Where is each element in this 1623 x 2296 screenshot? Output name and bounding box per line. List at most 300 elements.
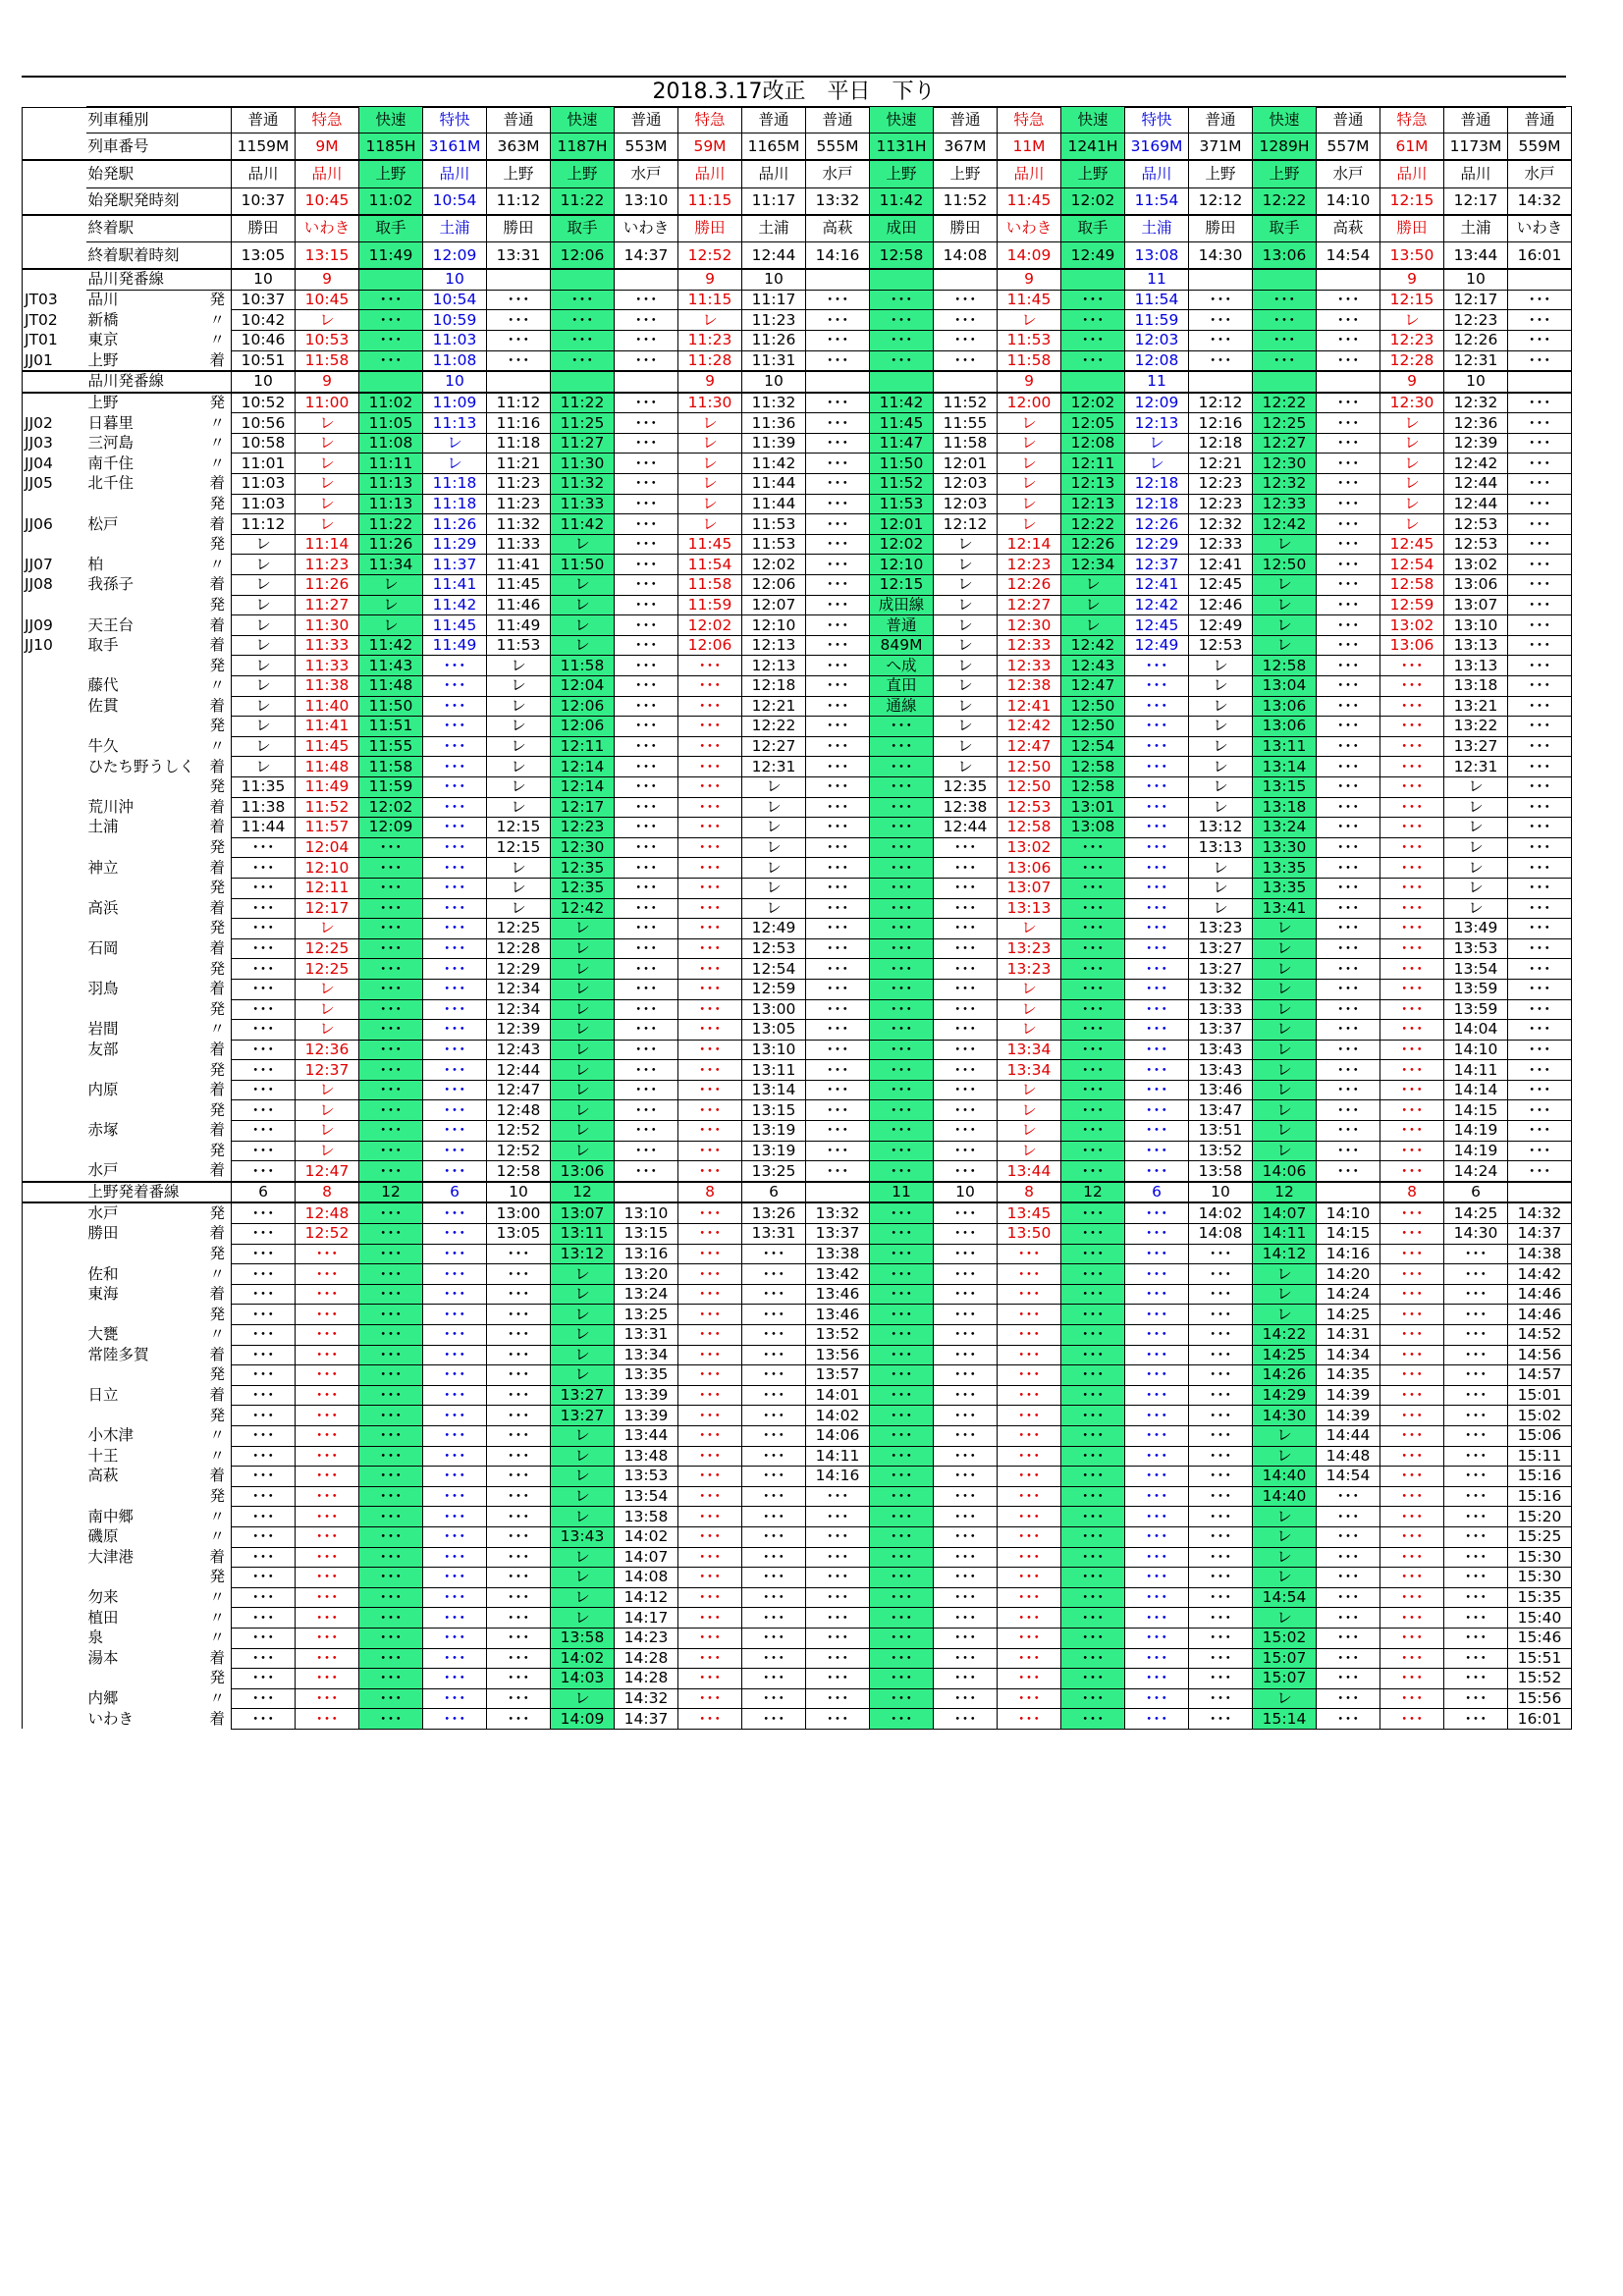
time-cell: レ	[1253, 615, 1317, 636]
origin-time-cell: 11:15	[678, 187, 742, 215]
time-cell: ･･･	[806, 575, 870, 596]
time-cell: ･･･	[742, 1425, 806, 1446]
time-cell: ･･･	[232, 1648, 296, 1669]
time-cell: ･･･	[934, 1244, 998, 1264]
time-cell: ･･･	[423, 1202, 487, 1223]
track-number-cell: 10	[742, 269, 806, 290]
track-number-cell: 12	[1061, 1182, 1125, 1203]
time-cell: ･･･	[359, 1709, 423, 1730]
time-cell: ･･･	[359, 1467, 423, 1487]
time-cell: レ	[551, 1325, 615, 1346]
time-cell: 11:23	[487, 474, 551, 495]
time-cell: ･･･	[1125, 656, 1189, 676]
time-cell: ･･･	[1508, 474, 1572, 495]
time-cell: 14:08	[615, 1568, 678, 1588]
time-cell: ･･･	[359, 1080, 423, 1100]
origin-time-cell: 11:45	[998, 187, 1061, 215]
time-cell: ･･･	[806, 1587, 870, 1608]
time-cell: へ成	[870, 656, 934, 676]
time-cell: ･･･	[806, 1507, 870, 1527]
station-code	[23, 656, 86, 676]
timetable	[22, 106, 1572, 1730]
track-number-row	[23, 371, 1572, 393]
time-cell: ･･･	[1380, 1507, 1444, 1527]
time-cell: ･･･	[232, 1040, 296, 1060]
time-cell: 13:37	[1189, 1020, 1253, 1041]
time-cell: 12:12	[934, 514, 998, 535]
time-cell: ･･･	[1317, 696, 1380, 717]
station-name: 大甕	[87, 1325, 119, 1344]
time-cell: 14:24	[1317, 1284, 1380, 1305]
time-cell: 13:45	[998, 1202, 1061, 1223]
time-cell: ･･･	[998, 1648, 1061, 1669]
time-cell: レ	[934, 717, 998, 737]
station-name: 十王	[87, 1446, 119, 1465]
time-cell: ･･･	[1125, 1628, 1189, 1648]
time-cell: ･･･	[615, 1100, 678, 1121]
time-cell: ･･･	[1380, 1365, 1444, 1386]
time-cell: ･･･	[934, 1486, 998, 1507]
time-cell: ･･･	[1125, 818, 1189, 838]
row-code	[23, 133, 86, 161]
time-cell: 12:50	[1253, 555, 1317, 575]
time-cell: ･･･	[1508, 534, 1572, 555]
arrive-depart-mark: 発	[204, 1202, 232, 1223]
time-cell: レ	[296, 979, 359, 999]
time-cell: 11:22	[359, 514, 423, 535]
time-cell: ･･･	[1189, 1486, 1253, 1507]
time-cell: ･･･	[870, 1547, 934, 1568]
time-cell: ･･･	[998, 1325, 1061, 1346]
time-cell: ･･･	[1125, 898, 1189, 919]
time-cell: ･･･	[678, 1080, 742, 1100]
time-cell: 12:05	[1061, 413, 1125, 434]
time-cell: 14:32	[1508, 1202, 1572, 1223]
header-row-origin-time	[23, 187, 1572, 215]
time-cell: ･･･	[934, 979, 998, 999]
origin-time-cell: 10:45	[296, 187, 359, 215]
time-cell: ･･･	[1380, 1547, 1444, 1568]
time-cell: ･･･	[359, 1628, 423, 1648]
time-cell: ･･･	[232, 1568, 296, 1588]
time-cell: ･･･	[1125, 776, 1189, 797]
time-cell: 11:18	[423, 494, 487, 514]
time-cell: 14:26	[1253, 1365, 1317, 1386]
time-cell: ･･･	[870, 1425, 934, 1446]
train-type-cell: 普通	[1317, 107, 1380, 133]
time-cell: レ	[742, 797, 806, 818]
time-cell: ･･･	[806, 736, 870, 757]
time-cell: ･･･	[1317, 1100, 1380, 1121]
time-cell: ･･･	[1317, 1060, 1380, 1081]
time-cell: ･･･	[806, 757, 870, 777]
time-cell: ･･･	[1317, 1709, 1380, 1730]
time-cell: 13:37	[806, 1224, 870, 1245]
time-cell: ･･･	[615, 776, 678, 797]
time-cell: 13:14	[742, 1080, 806, 1100]
time-cell: レ	[998, 1080, 1061, 1100]
time-cell: 11:45	[998, 290, 1061, 310]
time-cell: 11:30	[296, 615, 359, 636]
station-row	[23, 474, 1572, 495]
time-cell: 13:32	[806, 1202, 870, 1223]
time-cell: 12:35	[934, 776, 998, 797]
time-cell: ･･･	[678, 676, 742, 697]
time-cell: ･･･	[359, 1648, 423, 1669]
time-cell: ･･･	[1380, 898, 1444, 919]
time-cell: ･･･	[678, 1284, 742, 1305]
train-type-cell: 特快	[423, 107, 487, 133]
arrive-depart-mark: 着	[204, 350, 232, 371]
time-cell: ･･･	[487, 1688, 551, 1709]
time-cell: 11:33	[551, 494, 615, 514]
time-cell: 11:59	[678, 595, 742, 615]
row-code	[23, 1182, 86, 1203]
time-cell: 12:48	[487, 1100, 551, 1121]
time-cell: ･･･	[423, 1669, 487, 1689]
time-cell: 14:40	[1253, 1467, 1317, 1487]
time-cell: ･･･	[1189, 1628, 1253, 1648]
time-cell: レ	[742, 878, 806, 898]
time-cell: ･･･	[870, 1385, 934, 1406]
time-cell: ･･･	[423, 818, 487, 838]
time-cell: 14:57	[1508, 1365, 1572, 1386]
time-cell: ･･･	[1380, 1305, 1444, 1325]
time-cell: 11:45	[870, 413, 934, 434]
time-cell: ･･･	[870, 1709, 934, 1730]
time-cell: レ	[296, 474, 359, 495]
time-cell: ･･･	[1253, 310, 1317, 331]
time-cell: ･･･	[1189, 1406, 1253, 1426]
time-cell: ･･･	[487, 1648, 551, 1669]
time-cell: 12:23	[551, 818, 615, 838]
time-cell: レ	[1189, 736, 1253, 757]
time-cell: ･･･	[1444, 1365, 1508, 1386]
station-row	[23, 514, 1572, 535]
time-cell: ･･･	[615, 938, 678, 959]
station-name: 上野	[87, 350, 119, 369]
destination-station-cell: 勝田	[934, 215, 998, 242]
track-number-cell	[615, 269, 678, 290]
station-code	[23, 1547, 86, 1568]
destination-station-cell: 勝田	[1380, 215, 1444, 242]
time-cell: 14:23	[615, 1628, 678, 1648]
time-cell: ･･･	[615, 818, 678, 838]
train-number-cell: 61M	[1380, 133, 1444, 161]
time-cell: 12:18	[1125, 474, 1189, 495]
time-cell: 14:12	[615, 1587, 678, 1608]
station-code	[23, 1628, 86, 1648]
time-cell: ･･･	[1061, 1709, 1125, 1730]
time-cell: 14:02	[551, 1648, 615, 1669]
time-cell: ･･･	[1317, 676, 1380, 697]
station-code	[23, 1224, 86, 1245]
arrive-depart-mark: 着	[204, 1547, 232, 1568]
time-cell: ･･･	[1444, 1264, 1508, 1285]
time-cell: ･･･	[232, 1080, 296, 1100]
arrive-depart-mark: 着	[204, 1284, 232, 1305]
time-cell: レ	[678, 494, 742, 514]
time-cell: 14:38	[1508, 1244, 1572, 1264]
time-cell: 11:32	[551, 474, 615, 495]
time-cell: ･･･	[1253, 350, 1317, 371]
time-cell: 12:11	[296, 878, 359, 898]
time-cell: ･･･	[423, 1121, 487, 1142]
time-cell: ･･･	[1444, 1526, 1508, 1547]
time-cell: ･･･	[359, 1224, 423, 1245]
time-cell: ･･･	[1317, 393, 1380, 413]
time-cell: 12:49	[1189, 615, 1253, 636]
time-cell: ･･･	[232, 1608, 296, 1629]
time-cell: レ	[1444, 776, 1508, 797]
time-cell: ･･･	[615, 898, 678, 919]
station-row	[23, 454, 1572, 474]
time-cell: 11:33	[296, 635, 359, 656]
time-cell: ･･･	[870, 1345, 934, 1365]
station-row	[23, 1628, 1572, 1648]
time-cell: ･･･	[1125, 1587, 1189, 1608]
time-cell: ･･･	[1317, 656, 1380, 676]
time-cell: 13:15	[742, 1100, 806, 1121]
time-cell: ･･･	[742, 1467, 806, 1487]
track-number-cell: 6	[1125, 1182, 1189, 1203]
time-cell: 14:25	[1253, 1345, 1317, 1365]
time-cell: ･･･	[1380, 736, 1444, 757]
arrive-depart-mark: 発	[204, 534, 232, 555]
time-cell: レ	[1061, 595, 1125, 615]
time-cell: レ	[998, 1121, 1061, 1142]
station-name	[86, 1244, 204, 1264]
time-cell: ･･･	[1508, 676, 1572, 697]
station-name	[86, 959, 204, 980]
time-cell: ･･･	[1380, 1284, 1444, 1305]
arrive-depart-mark: 〃	[204, 310, 232, 331]
station-code	[23, 1446, 86, 1467]
time-cell: レ	[934, 615, 998, 636]
time-cell: ･･･	[423, 1040, 487, 1060]
time-cell: ･･･	[232, 1467, 296, 1487]
time-cell: 11:09	[423, 393, 487, 413]
track-number-cell: 9	[678, 269, 742, 290]
time-cell: 13:50	[998, 1224, 1061, 1245]
time-cell: 12:32	[1189, 514, 1253, 535]
time-cell: ･･･	[1317, 818, 1380, 838]
time-cell: ･･･	[1189, 1446, 1253, 1467]
track-number-cell: 9	[998, 371, 1061, 393]
time-cell: ･･･	[1444, 1325, 1508, 1346]
time-cell: ･･･	[1444, 1486, 1508, 1507]
station-code: JT03	[23, 290, 86, 310]
time-cell: 11:58	[359, 757, 423, 777]
time-cell: ･･･	[232, 1709, 296, 1730]
arrive-depart-mark: 発	[204, 494, 232, 514]
time-cell: 12:58	[1380, 575, 1444, 596]
time-cell: ･･･	[870, 310, 934, 331]
time-cell: 14:14	[1444, 1080, 1508, 1100]
time-cell: ･･･	[423, 837, 487, 858]
time-cell: ･･･	[870, 1060, 934, 1081]
time-cell: ･･･	[870, 1365, 934, 1386]
time-cell: レ	[296, 999, 359, 1020]
time-cell: 12:53	[998, 797, 1061, 818]
time-cell: レ	[296, 1100, 359, 1121]
time-cell: ･･･	[806, 433, 870, 454]
time-cell: 12:25	[1253, 413, 1317, 434]
time-cell: レ	[678, 474, 742, 495]
time-cell: 13:07	[1444, 595, 1508, 615]
time-cell: ･･･	[1061, 1060, 1125, 1081]
time-cell: 12:42	[1253, 514, 1317, 535]
time-cell: ･･･	[1061, 1284, 1125, 1305]
time-cell: 11:49	[487, 615, 551, 636]
time-cell: ･･･	[232, 858, 296, 879]
time-cell: 12:23	[998, 555, 1061, 575]
train-number-cell: 363M	[487, 133, 551, 161]
time-cell: 11:23	[678, 330, 742, 350]
time-cell: 13:39	[615, 1385, 678, 1406]
track-number-cell: 8	[1380, 1182, 1444, 1203]
time-cell: ･･･	[678, 837, 742, 858]
time-cell: レ	[1253, 1425, 1317, 1446]
time-cell: 15:30	[1508, 1568, 1572, 1588]
time-cell: 14:02	[615, 1526, 678, 1547]
train-number-cell: 1289H	[1253, 133, 1317, 161]
time-cell: ･･･	[615, 676, 678, 697]
time-cell: 13:25	[742, 1161, 806, 1182]
time-cell: ･･･	[998, 1507, 1061, 1527]
time-cell: 12:29	[487, 959, 551, 980]
time-cell: レ	[551, 1507, 615, 1527]
time-cell: 11:44	[742, 474, 806, 495]
time-cell: 14:07	[615, 1547, 678, 1568]
time-cell: 14:07	[1253, 1202, 1317, 1223]
time-cell: ･･･	[1125, 1020, 1189, 1041]
time-cell: ･･･	[1380, 1264, 1444, 1285]
time-cell: ･･･	[742, 1709, 806, 1730]
time-cell: ･･･	[1317, 1628, 1380, 1648]
time-cell: レ	[232, 676, 296, 697]
time-cell: 12:30	[1380, 393, 1444, 413]
time-cell: ･･･	[934, 999, 998, 1020]
train-number-cell: 371M	[1189, 133, 1253, 161]
arrive-depart-mark: 着	[204, 1080, 232, 1100]
origin-time-cell: 10:37	[232, 187, 296, 215]
train-type-cell: 特急	[296, 107, 359, 133]
track-number-cell	[1317, 269, 1380, 290]
origin-time-cell: 12:02	[1061, 187, 1125, 215]
time-cell: ･･･	[1380, 878, 1444, 898]
station-row	[23, 938, 1572, 959]
time-cell: 11:13	[359, 494, 423, 514]
time-cell: ･･･	[1189, 1709, 1253, 1730]
time-cell: ･･･	[1317, 858, 1380, 879]
time-cell: ･･･	[806, 1628, 870, 1648]
time-cell: ･･･	[1125, 1507, 1189, 1527]
time-cell: ･･･	[1125, 1244, 1189, 1264]
time-cell: 11:42	[551, 514, 615, 535]
time-cell: ･･･	[870, 1688, 934, 1709]
time-cell: ･･･	[1061, 1080, 1125, 1100]
time-cell: ･･･	[296, 1547, 359, 1568]
time-cell: 11:52	[870, 474, 934, 495]
time-cell: ･･･	[678, 898, 742, 919]
time-cell: 11:23	[742, 310, 806, 331]
time-cell: ･･･	[1380, 676, 1444, 697]
time-cell: 11:08	[359, 433, 423, 454]
origin-time-cell: 12:22	[1253, 187, 1317, 215]
time-cell: ･･･	[1125, 1141, 1189, 1161]
time-cell: 14:15	[1317, 1224, 1380, 1245]
time-cell: ･･･	[1444, 1628, 1508, 1648]
time-cell: 12:28	[487, 938, 551, 959]
arrive-depart-mark: 発	[204, 393, 232, 413]
track-number-cell: 6	[232, 1182, 296, 1203]
time-cell: ･･･	[870, 1608, 934, 1629]
time-cell: ･･･	[359, 1284, 423, 1305]
time-cell: レ	[232, 534, 296, 555]
time-cell: 13:32	[1189, 979, 1253, 999]
time-cell: ･･･	[359, 1202, 423, 1223]
time-cell: ･･･	[806, 393, 870, 413]
time-cell: ･･･	[934, 938, 998, 959]
arrive-depart-mark: 発	[204, 919, 232, 939]
time-cell: 15:25	[1508, 1526, 1572, 1547]
time-cell: ･･･	[998, 1587, 1061, 1608]
train-type-cell: 普通	[742, 107, 806, 133]
station-code	[23, 1080, 86, 1100]
station-row	[23, 898, 1572, 919]
time-cell: ･･･	[615, 635, 678, 656]
time-cell: ･･･	[1317, 1587, 1380, 1608]
time-cell: ･･･	[615, 1161, 678, 1182]
arrive-depart-mark: 〃	[204, 1608, 232, 1629]
time-cell: 14:40	[1253, 1486, 1317, 1507]
time-cell: レ	[551, 1040, 615, 1060]
time-cell: ･･･	[1317, 635, 1380, 656]
time-cell: レ	[934, 696, 998, 717]
header-label: 終着駅	[86, 215, 232, 242]
time-cell: ･･･	[1189, 1325, 1253, 1346]
time-cell: ･･･	[870, 1507, 934, 1527]
time-cell: レ	[232, 656, 296, 676]
train-type-cell: 快速	[870, 107, 934, 133]
time-cell: 15:07	[1253, 1648, 1317, 1669]
time-cell: ･･･	[998, 1568, 1061, 1588]
time-cell: ･･･	[232, 1526, 296, 1547]
destination-station-cell: 土浦	[423, 215, 487, 242]
time-cell: ･･･	[678, 1224, 742, 1245]
time-cell: ･･･	[359, 1406, 423, 1426]
time-cell: 13:38	[806, 1244, 870, 1264]
time-cell: ･･･	[1061, 1669, 1125, 1689]
track-number-row	[23, 1182, 1572, 1203]
time-cell: ･･･	[870, 959, 934, 980]
time-cell: ･･･	[870, 1121, 934, 1142]
time-cell: ･･･	[1444, 1587, 1508, 1608]
station-row	[23, 1385, 1572, 1406]
time-cell: レ	[551, 595, 615, 615]
time-cell: ･･･	[615, 717, 678, 737]
time-cell: ･･･	[998, 1425, 1061, 1446]
time-cell: ･･･	[1317, 1486, 1380, 1507]
time-cell: ･･･	[806, 776, 870, 797]
time-cell: ･･･	[423, 1284, 487, 1305]
row-code	[23, 107, 86, 133]
time-cell: 12:31	[742, 757, 806, 777]
time-cell: 12:53	[1189, 635, 1253, 656]
time-cell: ･･･	[934, 1446, 998, 1467]
time-cell: ･･･	[934, 1060, 998, 1081]
